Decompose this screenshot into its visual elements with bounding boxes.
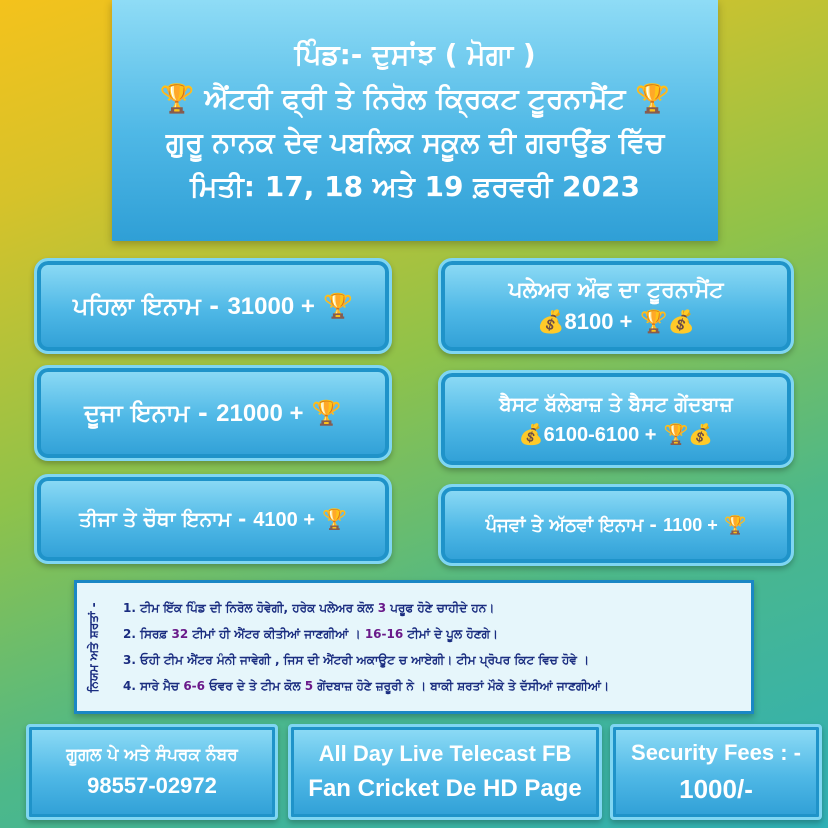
rule-number: 4. (123, 679, 136, 693)
rule-text: ਟੀਮਾਂ ਦੇ ਪੂਲ ਹੋਣਗੇ। (403, 627, 498, 641)
village-line: ਪਿੰਡ:- ਦੁਸਾਂਝ ( ਮੋਗਾ ) (294, 37, 536, 71)
rules-side-title: ਨਿਯਮ ਅਤੇ ਸ਼ਰਤਾਂ - (86, 601, 101, 693)
money-bag-icon: 💰 (688, 421, 714, 446)
money-bag-icon: 💰 (518, 421, 544, 446)
player-of-tournament-card (438, 258, 794, 354)
rule-highlight: 32 (171, 627, 189, 641)
rules-list (123, 595, 745, 699)
tournament-title: ਐਂਟਰੀ ਫ੍ਰੀ ਤੇ ਨਿਰੋਲ ਕ੍ਰਿਕਟ ਟੂਰਨਾਮੈਂਟ (204, 81, 626, 115)
rule-highlight: 3 (377, 601, 387, 615)
fifth-eighth-prize-card (438, 484, 794, 566)
contact-label: ਗੂਗਲ ਪੇ ਅਤੇ ਸੰਪਰਕ ਨੰਬਰ (66, 745, 238, 765)
rule-highlight: 16-16 (364, 627, 404, 641)
second-prize-card (34, 365, 392, 461)
venue-line: ਗੁਰੂ ਨਾਨਕ ਦੇਵ ਪਬਲਿਕ ਸਕੂਲ ਦੀ ਗਰਾਉਂਡ ਵਿੱਚ (165, 125, 665, 159)
telecast-line1: All Day Live Telecast FB (318, 741, 572, 766)
second-prize-text (84, 399, 342, 428)
security-fee-card (610, 724, 822, 820)
security-fee-label: Security Fees : - (631, 739, 801, 765)
trophy-icon: 🏆 (640, 309, 668, 335)
rule-item (123, 647, 745, 673)
trophy-icon: 🏆 (311, 398, 342, 427)
tournament-title-line (160, 77, 670, 121)
money-bag-icon: 💰 (537, 309, 565, 335)
rules-panel (74, 580, 754, 714)
fifth-eighth-prize-amount: 1100 + (663, 514, 718, 535)
contact-phone: 98557-02972 (87, 773, 217, 798)
player-of-tournament-amount-row (537, 309, 695, 335)
third-fourth-prize-text (79, 507, 347, 532)
best-batsman-bowler-amount-row (519, 422, 714, 447)
telecast-line2: Fan Cricket De HD Page (308, 775, 582, 802)
rule-number: 2. (123, 627, 136, 641)
third-fourth-prize-label: ਤੀਜਾ ਤੇ ਚੌਥਾ ਇਨਾਮ - (79, 506, 254, 531)
rule-text: ਓਵਰ ਦੇ ਤੇ ਟੀਮ ਕੋਲ (205, 679, 305, 693)
rule-text: ਗੇਂਦਬਾਜ਼ ਹੋਣੇ ਜ਼ਰੂਰੀ ਨੇ । ਬਾਕੀ ਸ਼ਰਤਾਂ ਮੌਕੇ ਤੇ ਦੱਸੀਆਂ ਜਾਣਗੀਆਂ। (313, 679, 610, 693)
third-fourth-prize-card (34, 474, 392, 564)
security-fee-amount: 1000/- (679, 773, 753, 804)
trophy-icon: 🏆 (635, 81, 671, 115)
rule-text: ਸਾਰੇ ਮੈਚ (140, 679, 184, 693)
rule-text: ਓਹੀ ਟੀਮ ਐਂਟਰ ਮੰਨੀ ਜਾਵੇਗੀ , ਜਿਸ ਦੀ ਐਂਟਰੀ ਅਕਾਊਟ ਚ ਆਏਗੀ। ਟੀਮ ਪ੍ਰੋਪਰ ਕਿਟ ਵਿਚ ਹੋਵੇ । (140, 653, 590, 667)
rule-item (123, 595, 745, 621)
rule-item (123, 673, 745, 699)
trophy-icon: 🏆 (323, 291, 354, 320)
date-line: ਮਿਤੀ: 17, 18 ਅਤੇ 19 ਫ਼ਰਵਰੀ 2023 (190, 169, 640, 203)
rule-number: 1. (123, 601, 136, 615)
trophy-icon: 🏆 (159, 81, 195, 115)
best-batsman-bowler-amount: 6100-6100 + (543, 423, 657, 446)
third-fourth-prize-amount: 4100 + (253, 508, 315, 531)
fifth-eighth-prize-label: ਪੰਜਵਾਂ ਤੇ ਅੱਠਵਾਂ ਇਨਾਮ - (485, 514, 664, 536)
rule-number: 3. (123, 653, 136, 667)
trophy-icon: 🏆 (724, 514, 747, 536)
rule-item (123, 621, 745, 647)
rule-text: ਸਿਰਫ਼ (140, 627, 172, 641)
title-banner (112, 0, 718, 241)
contact-card (26, 724, 278, 820)
first-prize-amount: 31000 + (227, 292, 315, 320)
first-prize-card (34, 258, 392, 354)
rule-text: ਪਰੂਫ ਹੋਣੇ ਚਾਹੀਦੇ ਹਨ। (386, 601, 495, 615)
trophy-icon: 🏆 (321, 506, 347, 531)
first-prize-label: ਪਹਿਲਾ ਇਨਾਮ - (72, 291, 228, 320)
best-batsman-bowler-label: ਬੈਸਟ ਬੱਲੇਬਾਜ਼ ਤੇ ਬੈਸਟ ਗੇਂਦਬਾਜ਼ (499, 391, 733, 416)
fifth-eighth-prize-text (486, 515, 747, 536)
second-prize-amount: 21000 + (216, 399, 304, 427)
rule-text: ਟੀਮ ਇੱਕ ਪਿੰਡ ਦੀ ਨਿਰੋਲ ਹੋਵੇਗੀ, ਹਰੇਕ ਪਲੇਅਰ ਕੋਲ (140, 601, 378, 615)
telecast-card (288, 724, 602, 820)
rules-side-title-wrap (79, 583, 109, 711)
trophy-icon: 🏆 (663, 421, 689, 446)
player-of-tournament-label: ਪਲੇਅਰ ਔਫ ਦਾ ਟੂਰਨਾਮੈਂਟ (508, 277, 724, 303)
rule-text: ਟੀਮਾਂ ਹੀ ਐਂਟਰ ਕੀਤੀਆਂ ਜਾਣਗੀਆਂ । (188, 627, 365, 641)
first-prize-text (73, 292, 353, 321)
player-of-tournament-amount: 8100 + (564, 308, 633, 334)
money-bag-icon: 💰 (667, 309, 695, 335)
rule-highlight: 6-6 (183, 679, 206, 693)
second-prize-label: ਦੂਜਾ ਇਨਾਮ - (84, 398, 217, 427)
rule-highlight: 5 (304, 679, 314, 693)
best-batsman-bowler-card (438, 370, 794, 468)
